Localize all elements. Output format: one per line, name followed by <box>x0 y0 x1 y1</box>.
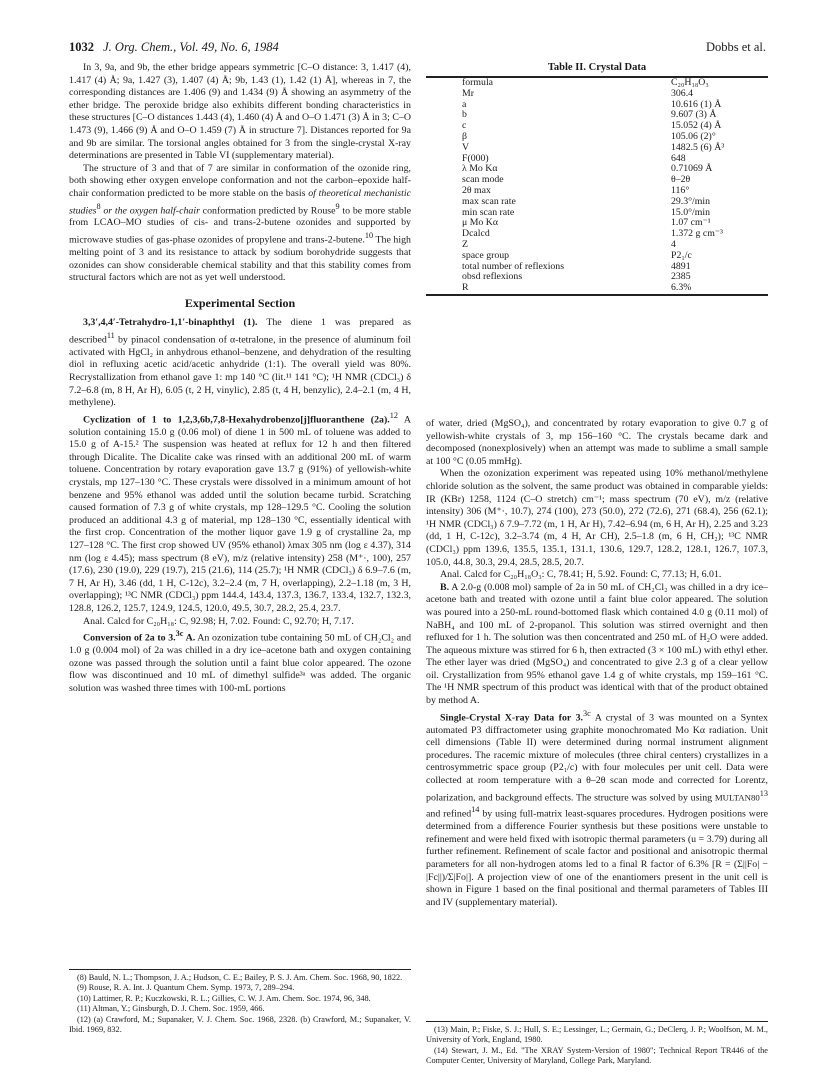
footnote: (10) Lattimer, R. P.; Kuczkowski, R. L.; Gillies, C. W. J. Am. Chem. Soc. 1974, 96, 348. <box>77 993 371 1003</box>
table-row <box>426 121 768 132</box>
table-cell-value: 2385 <box>671 271 691 283</box>
footnote-rule-right <box>426 1021 768 1022</box>
table-row <box>426 78 768 89</box>
left-column <box>69 62 411 695</box>
table-row <box>426 143 768 154</box>
running-header-authors: Dobbs et al. <box>705 40 766 54</box>
compound-heading: Single-Crystal X-ray Data for 3. <box>440 711 583 723</box>
table-cell-parameter: min scan rate <box>462 206 515 218</box>
section-title-experimental: Experimental Section <box>184 295 296 310</box>
paragraph-ozonide-conformation: The structure of 3 and that of 7 are similar in conformation of the ozonide ring, both showing ether oxygen envelope conformation and not the carbon–epoxide half-chair conformation predicted to be more stable on the basis of theoretical mechanistic studies$^8$ or the oxygen half-chair conformation predicted by Rouse$^9$ to be more stable from LCAO–MO studies of cis- and trans-2-butene ozonides and supported by microwave studies of gas-phase ozonides of propylene and trans-2-butene.$^{10}$ The high melting point of 3 and its resistance to attack by sodium borohydride suggests that ozonides can show considerable chemical stability and that this stability comes from structural factors which are not as yet well understood. <box>69 162 412 284</box>
table-row <box>426 229 768 240</box>
table-cell-parameter: R <box>462 282 469 294</box>
table-cell-parameter: Z <box>462 238 468 250</box>
table-cell-value: 29.3°/min <box>671 195 711 207</box>
footnotes-right <box>426 1025 768 1067</box>
table-cell-parameter: obsd reflexions <box>462 271 523 283</box>
table-title: Table II. Crystal Data <box>547 62 647 73</box>
table-cell-value: 1.07 cm⁻¹ <box>671 217 711 229</box>
table-cell-value: 4891 <box>671 260 691 272</box>
table-cell-parameter: F(000) <box>462 152 489 164</box>
footnote: (8) Bauld, N. L.; Thompson, J. A.; Hudson, C. E.; Bailey, P. S. J. Am. Chem. Soc. 1968, 90, 1822. <box>77 973 403 982</box>
table-cell-value: 105.06 (2)° <box>671 130 716 142</box>
footnote: (14) Stewart, J. M., Ed. "The XRAY System-Version of 1980"; Technical Report TR446 of the Computer Center, University of Maryland, College Park, Maryland. <box>426 1045 768 1066</box>
table-row <box>426 197 768 208</box>
table-cell-value: 116° <box>671 184 690 196</box>
paragraph-ether-bridge: In 3, 9a, and 9b, the ether bridge appears symmetric [C–O distance: 3, 1.417 (4), 1.417 (4) Å; 9a, 1.427 (3), 1.407 (4) Å; 9b, 1.43 (1), 1.42 (1) Å], whereas in 7, the corresponding distances are 1.406 (9) and 1.434 (9) Å showing an asymmetry of the ether bridge. The peroxide bridge also exhibits different bonding characteristics in these structures [C–O distances 1.443 (4), 1.460 (4) Å and O–O 1.471 (3) Å in 3; C–O 1.473 (9), 1.466 (9) Å and O–O 1.459 (7) Å in structure 7]. Distances reported for 9a and 9b are similar. The torsional angles obtained for 3 from the single-crystal X-ray determinations are presented in Table VI (supplementary material). <box>69 62 411 162</box>
paragraph-methanol-repeat: When the ozonization experiment was repeated using 10% methanol/methylene chloride solution as the solvent, the same product was obtained in comparable yields: IR (KBr) 1258, 1124 (C–O stretch) cm⁻¹; mass spectrum (70 eV), m/z (relative intensity) 306 (M⁺·, 10.7), 274 (100), 273 (50.0), 272 (72.6), 271 (68.4), 256 (62.1); ¹H NMR (CDCl₃) δ 7.9–7.72 (m, 1 H, Ar H), 7.42–6.94 (m, 6 H, Ar H), 2.25 and 3.23 (dd, 1 H, C-12c), 3.2–3.74 (m, 4 H, Ar CH), 2.5–1.8 (m, 6 H, CH₂); ¹³C NMR (CDCl₃) ppm 139.6, 135.5, 135.1, 131.1, 130.6, 129.7, 128.2, 128.1, 126.7, 107.3, 105.0, 44.8, 30.3, 29.4, 28.5, 28.5, 20.7. <box>426 468 768 568</box>
table-cell-value: 1482.5 (6) Å³ <box>671 141 725 153</box>
paragraph-binaphthyl: 3,3′,4,4′-Tetrahydro-1,1′-binaphthyl (1). The diene 1 was prepared as described$^{11}$ by pinacol condensation of α-tetralone, in the presence of aluminum foil activated with HgCl₂ in anhydrous ethanol–benzene, and dehydration of the resulting diol in refluxing acetic acid/acetic anhydride (1:1). The overall yield was 80%. Recrystallization from ethanol gave 1: mp 140 °C (lit.¹¹ 141 °C); ¹H NMR (CDCl₃) δ 7.2–6.8 (m, 8 H, Ar H), 6.05 (t, 2 H, vinylic), 2.85 (t, 4 H, benzylic), 2.4–2.1 (m, 4 H, methylene). <box>69 317 411 409</box>
table-cell-parameter: c <box>462 120 467 132</box>
table-cell-value: 0.71069 Å <box>671 163 713 175</box>
table-rule-bottom <box>426 294 768 296</box>
paragraph-continuation: of water, dried (MgSO₄), and concentrated by rotary evaporation to give 0.7 g of yellowish-white crystals of 3, mp 156–160 °C. The crystals became dark and decomposed (nonexplosively) when an attempt was made to sublime a small sample at 100 °C (0.05 mmHg). <box>426 418 768 467</box>
table-cell-parameter: formula <box>462 77 494 88</box>
crystal-data-table <box>426 62 768 296</box>
table-cell-parameter: Dcalcd <box>462 228 490 240</box>
paragraph-conversion: Conversion of 2a to 3.$^{3c}$ A. An ozonization tube containing 50 mL of CH₂Cl₂ and 1.0 g (0.004 mol) of 2a was chilled in a dry ice–acetone bath and oxygen containing ozone was passed through the solution until a faint blue color appeared. The ozone flow was discontinued and 10 mL of dimethyl sulfide³ᵃ was added. The organic solution was washed three times with 100-mL portions <box>69 629 412 694</box>
table-row <box>426 100 768 111</box>
table-cell-parameter: λ Mo Kα <box>462 163 498 175</box>
table-row <box>426 251 768 262</box>
page-number: 1032 <box>69 40 94 54</box>
table-row <box>426 272 768 283</box>
footnote: (9) Rouse, R. A. Int. J. Quantum Chem. Symp. 1973, 7, 289–294. <box>77 983 295 993</box>
table-cell-parameter: a <box>462 98 467 110</box>
paragraph-cyclization: Cyclization of 1 to 1,2,3,6b,7,8-Hexahydrobenzo[j]fluoranthene (2a).$^{12}$ A solution containing 15.0 g (0.06 mol) of diene 1 in 500 mL of toluene was added to 15.0 g of A-15.² The suspension was heated at reflux for 12 h and then filtered through Dicalite. The Dicalite cake was rinsed with an additional 200 mL of warm toluene. Concentration by rotary evaporation gave 13.7 g (91%) of yellowish-white crystals, mp 127–130 °C. These crystals were dissolved in a minimum amount of hot benzene and 95% ethanol was added until the solution became turbid. Scratching caused formation of 7.3 g of white crystals, mp 128–129.5 °C. Cooling the solution produced an additional 4.3 g of material, mp 128–130 °C, essentially identical with the first crop. Concentration of the mother liquor gave 1.9 g of crystalline 2a, mp 127–128 °C. The first crop showed UV (95% ethanol) λmax 305 nm (log ε 4.37), 314 nm (log ε 4.45); mass spectrum (8 eV), m/z (relative intensity) 258 (M⁺·, 100), 257 (17.6), 230 (19.0), 229 (19.7), 215 (21.6), 114 (25.7); ¹H NMR (CDCl₃) δ 6.9–7.6 (m, 7 H, Ar H), 3.46 (dd, 1 H, C-12c), 3.2–2.4 (m, 7 H, overlapping), 2.2–1.18 (m, 3 H, overlapping); ¹³C NMR (CDCl₃) ppm 144.4, 143.4, 137.3, 136.7, 133.4, 132.7, 132.3, 128.8, 126.2, 125.7, 124.9, 124.5, 120.0, 49.5, 30.7, 28.2, 25.4, 23.7. <box>69 410 411 614</box>
table-cell-parameter: b <box>462 109 467 121</box>
paragraph-xray-data: Single-Crystal X-ray Data for 3.$^{3c}$ A crystal of 3 was mounted on a Syntex automated P3 diffractometer using graphite monochromated Mo Kα radiation. Unit cell dimensions (Table II) were determined during normal instrument alignment procedures. The racemic mixture of molecules (three chiral centers) crystallizes in a centrosymmetric space group (P2₁/c) with four molecules per unit cell. Data were collected at room temperature with a θ–2θ scan mode and corrected for Lorentz, polarization, and background effects. The structure was solved by using $MULTAN80^{13}$ and refined$^{14}$ by using full-matrix least-squares procedures. Hydrogen positions were determined from a difference Fourier synthesis but these positions were unstable to refinement and were held fixed with isotropic thermal parameters (u = 3.79) during all further refinement. Refinement of scale factor and positional and anisotropic thermal parameters for all non-hydrogen atoms led to a final R factor of 6.3% [R = (Σ||Fo| − |Fc||)/Σ|Fo|]. A projection view of one of the enantiomers present in the unit cell is shown in Figure 1 based on the final positional and thermal parameters of Tables III and IV (supplementary material). <box>426 708 768 908</box>
table-cell-value: 1.372 g cm⁻³ <box>671 228 723 240</box>
table-cell-value: 15.052 (4) Å <box>671 120 722 132</box>
table-cell-parameter: V <box>462 141 470 153</box>
footnote-rule-left <box>69 969 411 970</box>
paragraph-analysis-3: Anal. Calcd for C₂₀H₁₈O₃: C, 78.41; H, 5.92. Found: C, 77.13; H, 6.01. <box>440 569 722 581</box>
footnotes-left <box>69 973 411 1035</box>
footnote: (11) Altman, Y.; Ginsburgh, D. J. Chem. Soc. 1959, 466. <box>77 1004 265 1014</box>
table-row <box>426 89 768 100</box>
right-column <box>426 418 768 909</box>
table-cell-value: 306.4 <box>671 87 694 99</box>
table-cell-parameter: scan mode <box>462 174 504 186</box>
running-header-left <box>69 40 279 55</box>
table-cell-value: 648 <box>671 152 686 164</box>
table-cell-value: C₂₀H₁₈O₃ <box>671 77 709 88</box>
table-cell-parameter: 2θ max <box>462 184 491 196</box>
table-cell-value: P2₁/c <box>671 249 692 261</box>
table-cell-value: θ–2θ <box>671 174 691 186</box>
compound-heading: Conversion of 2a to 3. <box>83 632 176 644</box>
table-cell-value: 10.616 (1) Å <box>671 98 722 110</box>
table-cell-parameter: β <box>462 130 467 142</box>
table-cell-parameter: total number of reflexions <box>462 260 565 272</box>
compound-heading: Cyclization of 1 to 1,2,3,6b,7,8-Hexahydrobenzo[j]fluoranthene (2a). <box>83 414 390 426</box>
journal-citation: J. Org. Chem., Vol. 49, No. 6, 1984 <box>103 40 279 54</box>
compound-heading: 3,3′,4,4′-Tetrahydro-1,1′-binaphthyl (1). <box>83 317 258 329</box>
table-cell-value: 15.0°/min <box>671 206 711 218</box>
table-cell-parameter: Mr <box>462 87 474 99</box>
table-cell-parameter: max scan rate <box>462 195 516 207</box>
table-cell-value: 6.3% <box>671 282 692 294</box>
table-cell-parameter: space group <box>462 249 510 261</box>
footnote: (13) Main, P.; Fiske, S. J.; Hull, S. E.; Lessinger, L.; Germain, G.; DeClerq, J. P.; Woolfson, M. M., University of York, England, 1980. <box>426 1025 768 1045</box>
crystal-data-grid <box>426 78 768 294</box>
footnote: (12) (a) Crawford, M.; Supanaker, V. J. Chem. Soc. 1968, 2328. (b) Crawford, M.; Supanaker, V. Ibid. 1969, 832. <box>69 1014 411 1035</box>
table-cell-parameter: μ Mo Kα <box>462 217 498 229</box>
table-cell-value: 9.607 (3) Å <box>671 109 717 121</box>
paragraph-method-b: B. A 2.0-g (0.008 mol) sample of 2a in 50 mL of CH₂Cl₂ was chilled in a dry ice–acetone bath and treated with ozone until a faint blue color appeared. The solution was poured into a 250-mL round-bottomed flask which contained 4.0 g (0.11 mol) of NaBH₄ and 100 mL of 2-propanol. This solution was stirred overnight and then refluxed for 1 h. The solution was then concentrated and 250 mL of H₂O were added. The aqueous mixture was stirred for 6 h, then extracted (3 × 100 mL) with ethyl ether. The ether layer was dried (MgSO₄) and concentrated to give 2.3 g of a clear yellow oil. Crystallization from 95% ethanol gave 1.4 g of white crystals, mp 159–161 °C. The ¹H NMR spectrum of this product was identical with that of the product obtained by method A. <box>426 581 768 707</box>
paragraph-analysis-2a: Anal. Calcd for C₂₀H₁₈: C, 92.98; H, 7.02. Found: C, 92.70; H, 7.17. <box>83 615 354 627</box>
table-row <box>426 283 768 294</box>
table-cell-value: 4 <box>671 238 676 250</box>
